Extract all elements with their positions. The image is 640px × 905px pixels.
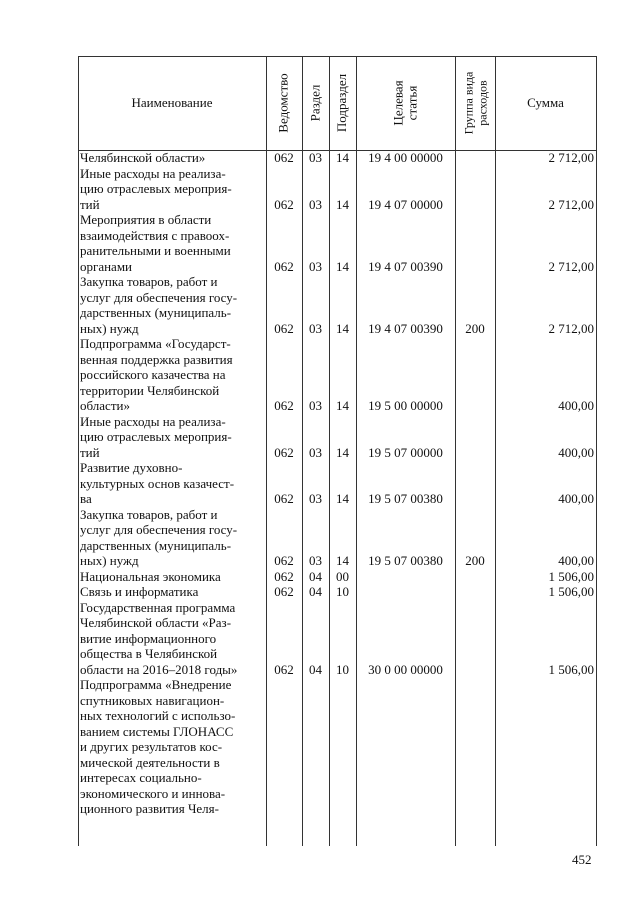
row-name-line: области» <box>80 398 130 413</box>
row-name-line: Закупка товаров, работ и <box>80 274 218 289</box>
header-target-line1: Целевая <box>390 80 406 126</box>
row-vedomstvo: 062 <box>274 568 294 584</box>
row-podrazdel: 10 <box>336 661 349 677</box>
row-sum: 2 712,00 <box>548 258 594 274</box>
row-name-line: территории Челябинской <box>80 382 220 398</box>
row-name-line: Иные расходы на реализа- <box>80 165 226 181</box>
header-target-line2: статья <box>404 85 420 121</box>
row-target: 19 5 07 00380 <box>368 553 443 568</box>
header-target <box>356 56 455 150</box>
row-name-line: ванием системы ГЛОНАСС <box>80 723 234 739</box>
row-name-line: общества в Челябинской <box>80 646 218 661</box>
row-podrazdel: 14 <box>336 553 349 568</box>
row-name-line: тий <box>80 444 100 460</box>
row-name-line: и других результатов кос- <box>80 739 223 754</box>
row-sum: 400,00 <box>558 491 594 506</box>
row-name-line: ранительными и военными <box>80 243 231 258</box>
page-number: 452 <box>572 852 592 867</box>
header-podrazdel <box>329 56 356 150</box>
row-target: 19 5 07 00380 <box>368 491 443 506</box>
row-name-line: Иные расходы на реализа- <box>80 413 226 429</box>
row-vedomstvo: 062 <box>274 584 294 599</box>
row-name-line: Связь и информатика <box>80 584 199 599</box>
row-vedomstvo: 062 <box>274 491 294 506</box>
row-name-line: Подпрограмма «Государст- <box>80 336 231 351</box>
row-sum: 1 506,00 <box>548 584 594 599</box>
row-podrazdel: 14 <box>336 320 349 336</box>
row-target: 19 5 00 00000 <box>368 398 443 413</box>
row-podrazdel: 14 <box>336 150 349 165</box>
table-row <box>78 274 596 336</box>
row-name-line: ционного развития Челя- <box>80 801 219 816</box>
row-vedomstvo: 062 <box>274 661 294 677</box>
header-name <box>78 56 266 150</box>
row-name <box>80 600 263 678</box>
row-name <box>80 212 263 274</box>
row-razdel: 04 <box>309 584 322 599</box>
row-razdel: 04 <box>309 661 322 677</box>
row-name <box>80 150 263 166</box>
row-name-line: Государственная программа <box>80 599 236 615</box>
row-name <box>80 274 263 336</box>
row-name <box>80 460 263 507</box>
row-name-line: услуг для обеспечения госу- <box>80 289 238 305</box>
row-name-line: области на 2016–2018 годы» <box>80 661 238 677</box>
row-name <box>80 584 263 600</box>
table-row <box>78 212 596 274</box>
table-row <box>78 600 596 678</box>
row-razdel: 03 <box>309 258 322 274</box>
row-vedomstvo: 062 <box>274 553 294 568</box>
row-sum: 400,00 <box>558 444 594 460</box>
row-name-line: спутниковых навигацион- <box>80 692 225 708</box>
row-target: 19 5 07 00000 <box>368 444 443 460</box>
row-target: 19 4 00 00000 <box>368 150 443 165</box>
row-group: 200 <box>465 553 485 568</box>
header-group-text <box>461 72 489 135</box>
table-row <box>78 150 596 166</box>
row-name-line: цию отраслевых мероприя- <box>80 429 232 444</box>
row-vedomstvo: 062 <box>274 398 294 413</box>
row-podrazdel: 14 <box>336 491 349 506</box>
row-target: 19 4 07 00390 <box>368 320 443 336</box>
row-razdel: 03 <box>309 491 322 506</box>
row-podrazdel: 14 <box>336 398 349 413</box>
row-name <box>80 677 263 817</box>
header-podrazdel-text: Подраздел <box>334 73 350 133</box>
row-name-line: экономического и иннова- <box>80 785 226 801</box>
row-sum: 1 506,00 <box>548 661 594 677</box>
row-name-line: ных) нужд <box>80 553 139 568</box>
row-vedomstvo: 062 <box>274 258 294 274</box>
row-name <box>80 569 263 585</box>
row-sum: 1 506,00 <box>548 568 594 584</box>
row-sum: 400,00 <box>558 398 594 413</box>
table-row <box>78 569 596 585</box>
row-name-line: дарственных (муниципаль- <box>80 305 232 320</box>
row-name-line: российского казачества на <box>80 367 226 382</box>
row-razdel: 03 <box>309 150 322 165</box>
table-row <box>78 584 596 600</box>
row-name-line: Челябинской области «Раз- <box>80 615 232 630</box>
table-row <box>78 507 596 569</box>
header-group-line1: Группа вида <box>461 71 475 135</box>
row-name-line: услуг для обеспечения госу- <box>80 522 238 537</box>
row-podrazdel: 14 <box>336 258 349 274</box>
row-name <box>80 166 263 213</box>
row-vedomstvo: 062 <box>274 196 294 212</box>
row-razdel: 03 <box>309 398 322 413</box>
budget-table <box>78 56 596 846</box>
header-group <box>455 56 495 150</box>
row-podrazdel: 10 <box>336 584 349 599</box>
header-name-text: Наименование <box>131 95 213 110</box>
row-name-line: Мероприятия в области <box>80 212 212 227</box>
row-razdel: 03 <box>309 320 322 336</box>
row-podrazdel: 14 <box>336 196 349 212</box>
row-sum: 400,00 <box>558 553 594 568</box>
row-name-line: ва <box>80 491 92 506</box>
row-group: 200 <box>465 320 485 336</box>
row-podrazdel: 14 <box>336 444 349 460</box>
header-vedomstvo-text: Ведомство <box>276 73 291 133</box>
table-row <box>78 677 596 817</box>
table-row <box>78 414 596 461</box>
row-vedomstvo: 062 <box>274 320 294 336</box>
row-name-line: Закупка товаров, работ и <box>80 506 218 522</box>
row-razdel: 03 <box>309 196 322 212</box>
row-razdel: 03 <box>309 444 322 460</box>
table-row <box>78 166 596 213</box>
row-name-line: Подпрограмма «Внедрение <box>80 677 232 692</box>
row-name-line: дарственных (муниципаль- <box>80 537 232 553</box>
row-name <box>80 414 263 461</box>
row-target: 30 0 00 00000 <box>368 661 443 677</box>
row-sum: 2 712,00 <box>548 196 594 212</box>
row-name-line: Развитие духовно- <box>80 460 183 475</box>
row-name-line: тий <box>80 196 100 212</box>
row-name-line: цию отраслевых мероприя- <box>80 181 232 196</box>
row-name-line: Челябинской области» <box>80 150 206 165</box>
header-sum-text: Сумма <box>527 95 564 110</box>
row-target: 19 4 07 00390 <box>368 258 443 274</box>
row-name-line: Национальная экономика <box>80 568 221 584</box>
row-vedomstvo: 062 <box>274 444 294 460</box>
col-border <box>596 56 597 846</box>
row-name <box>80 336 263 414</box>
row-name-line: витие информационного <box>80 630 217 646</box>
header-vedomstvo <box>266 56 302 150</box>
row-podrazdel: 00 <box>336 568 349 584</box>
row-name-line: венная поддержка развития <box>80 351 233 367</box>
row-vedomstvo: 062 <box>274 150 294 165</box>
header-group-line2: расходов <box>475 80 489 126</box>
row-name-line: культурных основ казачест- <box>80 475 235 491</box>
row-name-line: интересах социально- <box>80 770 202 785</box>
row-sum: 2 712,00 <box>548 320 594 336</box>
row-name-line: ных технологий с использо- <box>80 708 236 723</box>
row-name-line: взаимодействия с правоох- <box>80 227 230 243</box>
row-name <box>80 507 263 569</box>
row-target: 19 4 07 00000 <box>368 196 443 212</box>
header-sum <box>495 56 596 150</box>
row-razdel: 03 <box>309 553 322 568</box>
header-razdel <box>302 56 329 150</box>
row-name-line: мической деятельности в <box>80 754 220 770</box>
row-razdel: 04 <box>309 568 322 584</box>
header-target-text <box>391 80 419 125</box>
header-razdel-text: Раздел <box>307 84 323 122</box>
row-sum: 2 712,00 <box>548 150 594 165</box>
table-row <box>78 336 596 414</box>
row-name-line: ных) нужд <box>80 320 139 336</box>
row-name-line: органами <box>80 258 133 274</box>
table-row <box>78 460 596 507</box>
